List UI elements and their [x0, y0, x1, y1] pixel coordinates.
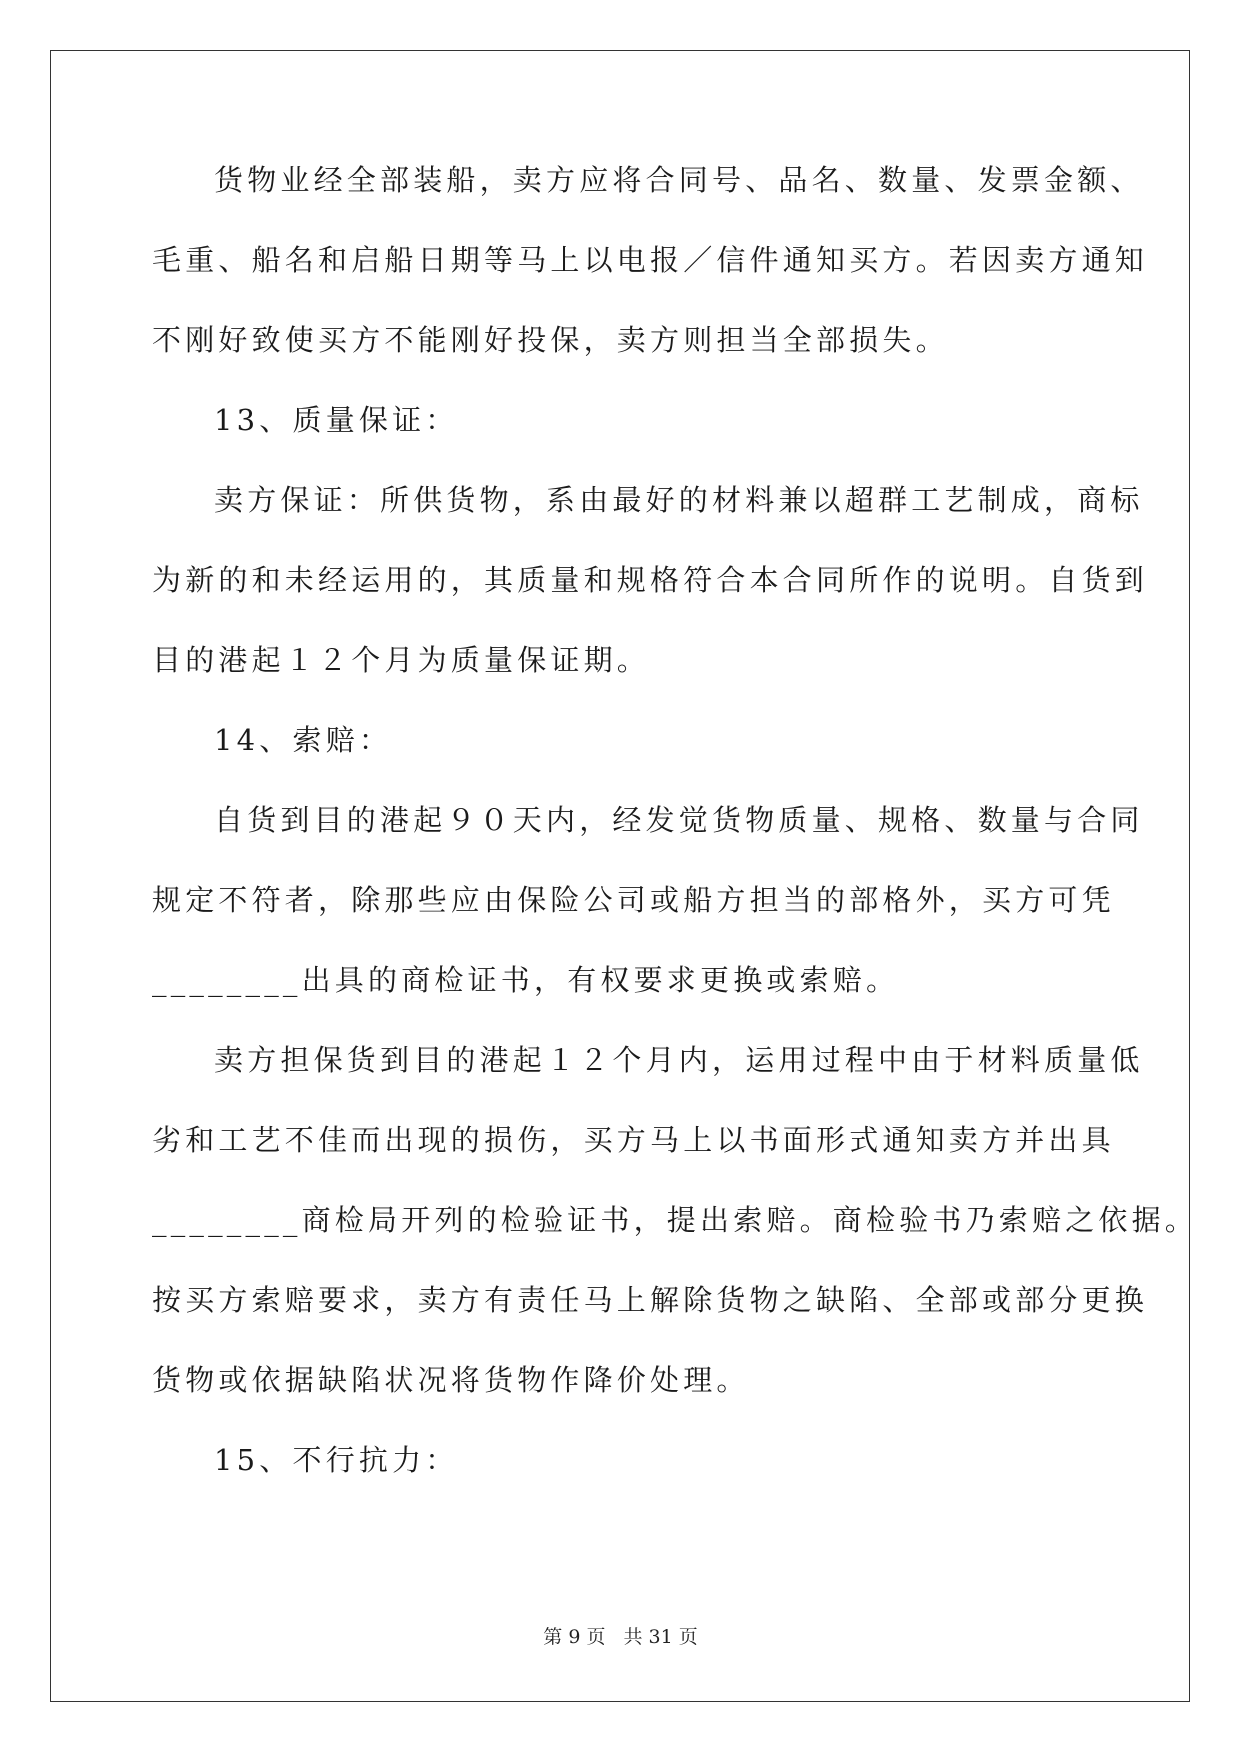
paragraph-line: 劣和工艺不佳而出现的损伤，买方马上以书面形式通知卖方并出具 — [152, 1123, 1115, 1157]
paragraph-line: 货物或依据缺陷状况将货物作降价处理。 — [152, 1363, 750, 1397]
paragraph-line: ________出具的商检证书，有权要求更换或索赔。 — [152, 963, 900, 997]
page-number: 第 9 页 — [543, 1626, 606, 1648]
paragraph-line: 为新的和未经运用的，其质量和规格符合本合同所作的说明。自货到 — [152, 563, 1149, 597]
page-total: 共 31 页 — [623, 1626, 698, 1648]
paragraph-line: 卖方保证：所供货物，系由最好的材料兼以超群工艺制成，商标 — [214, 483, 1144, 517]
paragraph-line: 按买方索赔要求，卖方有责任马上解除货物之缺陷、全部或部分更换 — [152, 1283, 1149, 1317]
paragraph-line: 目的港起１２个月为质量保证期。 — [152, 643, 651, 677]
paragraph-line: 货物业经全部装船，卖方应将合同号、品名、数量、发票金额、 — [214, 163, 1144, 197]
paragraph-line: ________商检局开列的检验证书，提出索赔。商检验书乃索赔之依据。 — [152, 1203, 1199, 1237]
paragraph-line: 规定不符者，除那些应由保险公司或船方担当的部格外，买方可凭 — [152, 883, 1115, 917]
section-heading-14: 14、索赔： — [214, 723, 393, 757]
paragraph-line: 毛重、船名和启船日期等马上以电报／信件通知买方。若因卖方通知 — [152, 243, 1149, 277]
page-footer — [0, 1622, 1241, 1649]
paragraph-line: 不刚好致使买方不能刚好投保，卖方则担当全部损失。 — [152, 323, 949, 357]
paragraph-line: 自货到目的港起９０天内，经发觉货物质量、规格、数量与合同 — [214, 803, 1144, 837]
paragraph-line: 卖方担保货到目的港起１２个月内，运用过程中由于材料质量低 — [214, 1043, 1144, 1077]
section-heading-13: 13、质量保证： — [214, 403, 459, 437]
section-heading-15: 15、不行抗力： — [214, 1443, 459, 1477]
